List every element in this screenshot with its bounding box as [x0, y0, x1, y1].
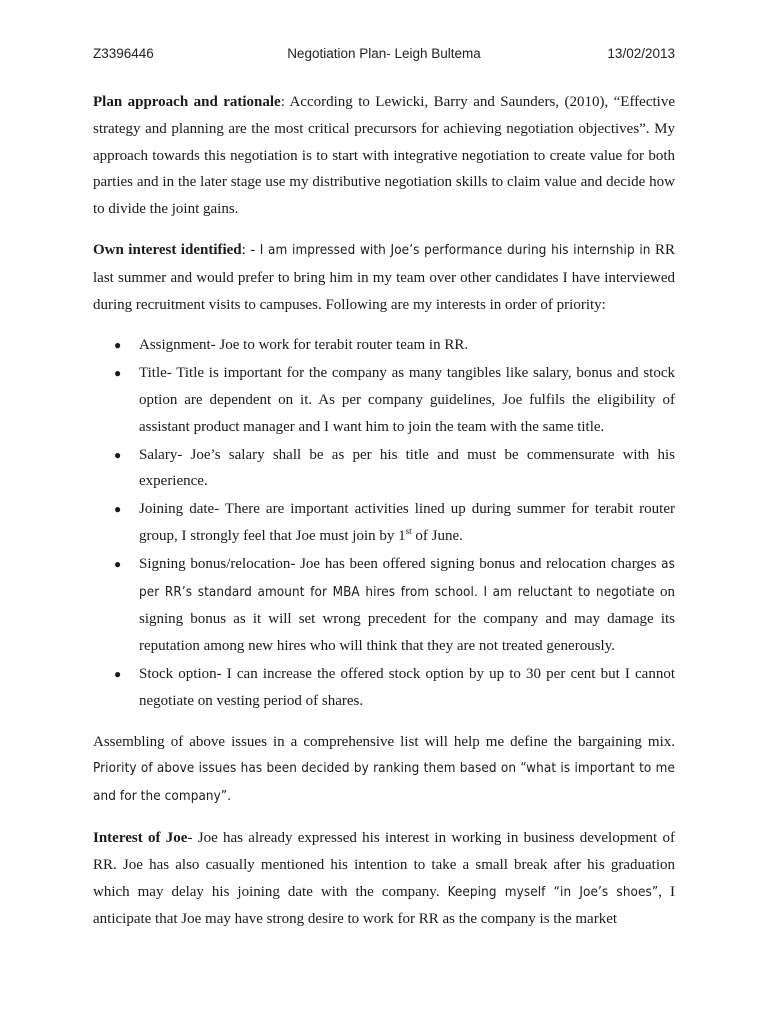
list-item	[93, 332, 675, 359]
plan-approach-text: : According to Lewicki, Barry and Saunders, (2010), “Effective strategy and planning are the most critical precursors for achieving negotiation objectives”. My approach towards this negotiation is to start with integrative negotiation to create value for both parties and in the later stage use my distributive negotiation skills to claim value and decide how to divide the joint gains.	[93, 94, 675, 218]
interest-text: Signing bonus/relocation- Joe has been offered signing bonus and relocation charges	[139, 555, 662, 572]
own-interest-paragraph	[93, 237, 675, 318]
list-item	[93, 661, 675, 715]
bullet-icon: ●	[114, 556, 122, 571]
document-title: Negotiation Plan- Leigh Bultema	[287, 46, 481, 61]
interest-text: Salary- Joe’s salary shall be as per his title and must be commensurate with his experience.	[139, 446, 675, 490]
own-interest-text-c: RR last summer and would prefer to bring him in my team over other candidates I have interviewed during recruitment visits to campuses. Following are my interests in order of priority:	[93, 241, 675, 313]
list-item	[93, 360, 675, 440]
joe-interest-text-a: - Joe has already expressed his interest in working in business development of RR. Joe has also casually mentioned his intention to take a small break after his graduation which may delay his joining date with the company.	[93, 829, 675, 900]
interest-text: Assignment- Joe to work for terabit router team in RR.	[139, 337, 469, 354]
plan-approach-heading: Plan approach and rationale	[93, 94, 281, 110]
joe-interest-heading: Interest of Joe	[93, 829, 188, 846]
assembling-text-a: Assembling of above issues in a comprehensive list will help me define the bargaining mix.	[93, 733, 675, 750]
own-interest-text-a: : -	[241, 241, 260, 258]
own-interest-text-b: I am impressed with Joe’s performance during his internship in	[259, 242, 651, 258]
interest-text: Stock option- I can increase the offered stock option by up to 30 per cent but I cannot negotiate on vesting period of shares.	[139, 665, 675, 709]
joe-interest-paragraph	[93, 825, 675, 933]
bullet-icon: ●	[114, 666, 122, 681]
interests-list	[93, 332, 675, 714]
bullet-icon: ●	[114, 366, 122, 381]
list-item	[93, 496, 675, 550]
assembling-paragraph	[93, 729, 675, 811]
bullet-icon: ●	[114, 447, 122, 462]
joe-interest-text-b: Keeping myself “in Joe’s shoes”	[447, 884, 659, 900]
student-id: Z3396446	[93, 46, 154, 61]
list-item	[93, 551, 675, 660]
interest-text-sans: as per RR’s standard amount for MBA hires from school. I am reluctant to negotiate	[139, 556, 675, 600]
interest-text-tail: of June.	[411, 527, 463, 544]
plan-approach-paragraph	[93, 89, 675, 223]
bullet-icon: ●	[114, 502, 122, 517]
document-body	[93, 89, 675, 947]
own-interest-heading: Own interest identified	[93, 241, 242, 258]
interest-text: Joining date- There are important activities lined up during summer for terabit router group, I strongly feel that Joe must join by 1	[139, 501, 675, 544]
list-item	[93, 442, 675, 496]
assembling-text-b: Priority of above issues has been decided by ranking them based on “what is important to me and for the company”.	[93, 761, 675, 805]
interest-text: Title- Title is important for the company as many tangibles like salary, bonus and stock option are dependent on it. As per company guidelines, Joe fulfils the eligibility of assistant product manager and I want him to join the team with the same title.	[139, 365, 675, 435]
bullet-icon: ●	[114, 338, 122, 353]
joe-interest-text-c: , I anticipate that Joe may have strong desire to work for RR as the company is the market	[93, 883, 675, 928]
interest-text-tail: on signing bonus as it will set wrong precedent for the company and may damage its reputation among new hires who will think that they are not treated generously.	[139, 583, 676, 655]
ordinal-superscript: st	[405, 525, 412, 536]
document-date: 13/02/2013	[607, 46, 675, 61]
page-header	[93, 46, 675, 68]
